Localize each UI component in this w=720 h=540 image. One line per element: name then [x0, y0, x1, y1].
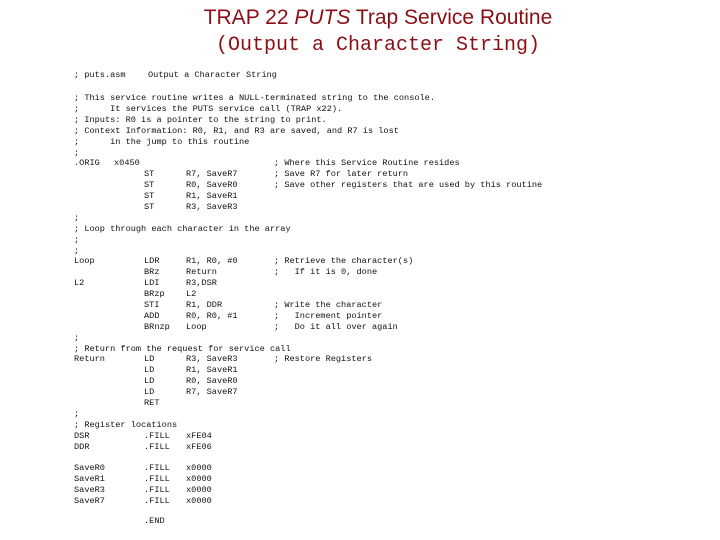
- code-line-37-col-1: .FILL: [144, 496, 170, 506]
- code-line-34-col-2: x0000: [186, 463, 212, 473]
- code-line-33-col-2: xFE06: [186, 442, 212, 452]
- code-line-9-col-1: R0, SaveR0: [186, 180, 238, 190]
- code-line-16-col-0: Loop: [74, 256, 95, 266]
- code-line-27-col-1: R0, SaveR0: [186, 376, 238, 386]
- code-line-11-col-0: ST: [144, 202, 155, 212]
- code-line-25-col-3: ; Restore Registers: [274, 354, 372, 364]
- code-line-16-col-2: R1, R0, #0: [186, 256, 238, 266]
- code-line-6-col-0: ;: [74, 148, 80, 158]
- code-line-18-col-2: R3,DSR: [186, 278, 217, 288]
- code-line-2-col-0: ; It services the PUTS service call (TRAP x22).: [74, 104, 343, 114]
- code-line-20-col-0: STI: [144, 300, 160, 310]
- code-line-20-col-2: ; Write the character: [274, 300, 383, 310]
- code-line-21-col-2: ; Increment pointer: [274, 311, 383, 321]
- code-line-19-col-0: BRzp: [144, 289, 165, 299]
- code-line-4-col-0: ; Context Information: R0, R1, and R3 are saved, and R7 is lost: [74, 126, 399, 136]
- code-line-28-col-1: R7, SaveR7: [186, 387, 238, 397]
- code-line-36-col-1: .FILL: [144, 485, 170, 495]
- code-line-7-col-1: x0450: [114, 158, 140, 168]
- code-line-33-col-1: .FILL: [144, 442, 170, 452]
- code-line-17-col-2: ; If it is 0, done: [274, 267, 378, 277]
- code-line-17-col-1: Return: [186, 267, 217, 277]
- code-line-30-col-0: ;: [74, 409, 80, 419]
- code-line-25-col-0: Return: [74, 354, 105, 364]
- code-line-25-col-2: R3, SaveR3: [186, 354, 238, 364]
- title-puts: PUTS: [294, 6, 351, 29]
- code-line-16-col-1: LDR: [144, 256, 160, 266]
- code-line-28-col-0: LD: [144, 387, 155, 397]
- code-line-35-col-0: SaveR1: [74, 474, 105, 484]
- slide-title: [0, 6, 720, 30]
- code-line-0-col-1: Output a Character String: [148, 70, 277, 80]
- code-line-35-col-1: .FILL: [144, 474, 170, 484]
- code-line-20-col-1: R1, DDR: [186, 300, 223, 310]
- code-line-24-col-0: ; Return from the request for service call: [74, 344, 291, 354]
- code-line-8-col-2: ; Save R7 for later return: [274, 169, 409, 179]
- code-line-33-col-0: DDR: [74, 442, 90, 452]
- code-line-21-col-0: ADD: [144, 311, 160, 321]
- code-line-35-col-2: x0000: [186, 474, 212, 484]
- code-line-22-col-1: Loop: [186, 322, 207, 332]
- code-line-14-col-0: ;: [74, 235, 80, 245]
- code-line-22-col-0: BRnzp: [144, 322, 170, 332]
- code-line-31-col-0: ; Register locations: [74, 420, 178, 430]
- code-line-27-col-0: LD: [144, 376, 155, 386]
- code-line-7-col-0: .ORIG: [74, 158, 100, 168]
- code-line-36-col-2: x0000: [186, 485, 212, 495]
- code-line-26-col-0: LD: [144, 365, 155, 375]
- code-line-32-col-1: .FILL: [144, 431, 170, 441]
- code-line-10-col-0: ST: [144, 191, 155, 201]
- code-line-16-col-3: ; Retrieve the character(s): [274, 256, 414, 266]
- code-line-26-col-1: R1, SaveR1: [186, 365, 238, 375]
- code-line-36-col-0: SaveR3: [74, 485, 105, 495]
- code-line-34-col-1: .FILL: [144, 463, 170, 473]
- code-line-13-col-0: ; Loop through each character in the array: [74, 224, 291, 234]
- code-line-12-col-0: ;: [74, 213, 80, 223]
- title-part-a: TRAP 22: [203, 6, 295, 29]
- code-line-21-col-1: R0, R0, #1: [186, 311, 238, 321]
- code-line-34-col-0: SaveR0: [74, 463, 105, 473]
- code-line-38-col-0: .END: [144, 516, 165, 526]
- code-line-8-col-1: R7, SaveR7: [186, 169, 238, 179]
- code-line-15-col-0: ;: [74, 246, 80, 256]
- code-line-0-col-0: ; puts.asm: [74, 70, 126, 80]
- code-line-25-col-1: LD: [144, 354, 155, 364]
- code-line-37-col-0: SaveR7: [74, 496, 105, 506]
- code-line-7-col-2: ; Where this Service Routine resides: [274, 158, 460, 168]
- code-line-3-col-0: ; Inputs: R0 is a pointer to the string to print.: [74, 115, 327, 125]
- code-line-11-col-1: R3, SaveR3: [186, 202, 238, 212]
- slide-subtitle: (Output a Character String): [215, 34, 541, 57]
- code-line-9-col-0: ST: [144, 180, 155, 190]
- code-line-9-col-2: ; Save other registers that are used by this routine: [274, 180, 543, 190]
- code-line-19-col-1: L2: [186, 289, 197, 299]
- title-part-c: Trap Service Routine: [350, 6, 553, 29]
- code-line-32-col-2: xFE04: [186, 431, 212, 441]
- code-line-32-col-0: DSR: [74, 431, 90, 441]
- code-line-17-col-0: BRz: [144, 267, 160, 277]
- code-line-37-col-2: x0000: [186, 496, 212, 506]
- code-line-18-col-1: LDI: [144, 278, 160, 288]
- code-line-22-col-2: ; Do it all over again: [274, 322, 398, 332]
- code-line-23-col-0: ;: [74, 333, 80, 343]
- code-line-8-col-0: ST: [144, 169, 155, 179]
- code-line-10-col-1: R1, SaveR1: [186, 191, 238, 201]
- code-line-29-col-0: RET: [144, 398, 160, 408]
- code-line-5-col-0: ; in the jump to this routine: [74, 137, 250, 147]
- code-line-1-col-0: ; This service routine writes a NULL-terminated string to the console.: [74, 93, 435, 103]
- code-line-18-col-0: L2: [74, 278, 85, 288]
